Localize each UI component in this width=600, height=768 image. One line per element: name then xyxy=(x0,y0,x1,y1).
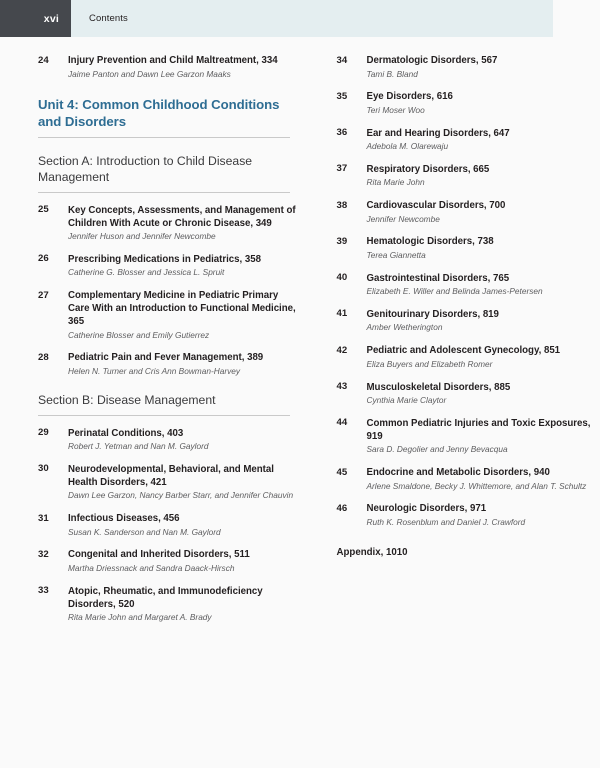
toc-entry[interactable] xyxy=(38,351,302,376)
entry-body xyxy=(68,204,302,242)
entry-authors: Amber Wetherington xyxy=(366,322,443,333)
entry-body xyxy=(367,502,600,527)
entry-chapter-number: 35 xyxy=(336,90,348,102)
entry-chapter-number: 26 xyxy=(38,253,49,265)
running-header xyxy=(0,0,553,37)
entry-body xyxy=(68,253,302,278)
toc-entry[interactable] xyxy=(337,344,600,369)
entry-body xyxy=(68,463,302,501)
entry-body xyxy=(367,417,600,455)
toc-entry[interactable] xyxy=(337,502,600,527)
toc-column-right xyxy=(337,54,600,623)
entry-chapter-number: 44 xyxy=(336,417,348,429)
entry-title-key-concepts-assessments-and-management-of-chi[interactable]: Key Concepts, Assessments, and Management of Children With Acute or Chronic Disease, 349 xyxy=(68,204,296,229)
entry-authors: Rita Marie John and Margaret A. Brady xyxy=(68,612,212,623)
entry-body xyxy=(367,163,600,188)
entry-body xyxy=(68,512,302,537)
entry-body xyxy=(367,344,600,369)
toc-entry[interactable] xyxy=(38,289,302,340)
entry-body xyxy=(68,289,302,340)
entry-authors: Susan K. Sanderson and Nan M. Gaylord xyxy=(68,526,221,537)
entry-title-pediatric-and-adolescent-gynecology-851[interactable]: Pediatric and Adolescent Gynecology, 851 xyxy=(366,345,561,357)
entry-body xyxy=(367,308,600,333)
entry-body xyxy=(367,272,600,297)
entry-title-prescribing-medications-in-pediatrics-358[interactable]: Prescribing Medications in Pediatrics, 358 xyxy=(68,253,261,265)
entry-authors: Jennifer Huson and Jennifer Newcombe xyxy=(68,231,216,242)
entry-title-ear-and-hearing-disorders-647[interactable]: Ear and Hearing Disorders, 647 xyxy=(366,127,510,139)
entry-authors: Adebola M. Olarewaju xyxy=(366,141,449,152)
entry-authors: Robert J. Yetman and Nan M. Gaylord xyxy=(68,441,209,452)
header-label: Contents xyxy=(89,13,128,24)
entry-title-gastrointestinal-disorders-765[interactable]: Gastrointestinal Disorders, 765 xyxy=(366,272,510,284)
entry-chapter-number: 31 xyxy=(38,512,49,524)
entry-authors: Martha Driessnack and Sandra Daack-Hirsch xyxy=(68,562,235,573)
entry-chapter-number: 38 xyxy=(336,199,348,211)
entry-body xyxy=(68,585,302,623)
toc-entry[interactable] xyxy=(337,272,600,297)
entry-title-musculoskeletal-disorders-885[interactable]: Musculoskeletal Disorders, 885 xyxy=(366,381,511,393)
entry-body xyxy=(68,427,302,452)
toc-entry[interactable] xyxy=(38,585,302,623)
toc-entry[interactable] xyxy=(337,163,600,188)
entry-authors: Ruth K. Rosenblum and Daniel J. Crawford xyxy=(366,516,526,527)
unit-heading-unit-4-common-childhood-conditions-and-disorde: Unit 4: Common Childhood Conditions and Disorders xyxy=(38,97,280,130)
entry-title-complementary-medicine-in-pediatric-primary-ca[interactable]: Complementary Medicine in Pediatric Primary Care With an Introduction to Functional Medicine, 365 xyxy=(68,290,296,328)
entry-title-respiratory-disorders-665[interactable]: Respiratory Disorders, 665 xyxy=(366,163,490,175)
entry-authors: Cynthia Marie Claytor xyxy=(366,395,447,406)
entry-authors: Helen N. Turner and Cris Ann Bowman-Harvey xyxy=(68,365,240,376)
toc-entry[interactable] xyxy=(337,466,600,491)
entry-title-endocrine-and-metabolic-disorders-940[interactable]: Endocrine and Metabolic Disorders, 940 xyxy=(366,467,550,479)
entry-title-common-pediatric-injuries-and-toxic-exposures-[interactable]: Common Pediatric Injuries and Toxic Exposures, 919 xyxy=(366,417,591,442)
entry-chapter-number: 34 xyxy=(336,54,348,66)
heading-divider xyxy=(38,192,290,193)
toc-entry[interactable] xyxy=(337,127,600,152)
toc-entry[interactable] xyxy=(337,199,600,224)
entry-title-injury-prevention-and-child-maltreatment-334[interactable]: Injury Prevention and Child Maltreatment, 334 xyxy=(68,55,278,66)
entry-title-eye-disorders-616[interactable]: Eye Disorders, 616 xyxy=(366,91,453,103)
toc-entry[interactable] xyxy=(38,54,302,79)
entry-title-atopic-rheumatic-and-immunodeficiency-disorder[interactable]: Atopic, Rheumatic, and Immunodeficiency Disorders, 520 xyxy=(68,585,263,610)
entry-authors: Eliza Buyers and Elizabeth Romer xyxy=(366,358,493,369)
entry-authors: Catherine G. Blosser and Jessica L. Spruit xyxy=(68,267,225,278)
entry-chapter-number: 24 xyxy=(38,54,49,66)
entry-title-infectious-diseases-456[interactable]: Infectious Diseases, 456 xyxy=(68,513,180,525)
entry-body xyxy=(68,54,302,79)
toc-entry[interactable] xyxy=(38,204,302,242)
entry-chapter-number: 41 xyxy=(336,308,348,320)
toc-column-left xyxy=(38,54,302,623)
entry-chapter-number: 43 xyxy=(336,381,348,393)
entry-title-neurodevelopmental-behavioral-and-mental-healt[interactable]: Neurodevelopmental, Behavioral, and Mental Health Disorders, 421 xyxy=(68,463,274,488)
entry-authors: Tami B. Bland xyxy=(366,68,418,79)
entry-authors: Rita Marie John xyxy=(366,177,425,188)
entry-chapter-number: 29 xyxy=(38,427,49,439)
entry-chapter-number: 40 xyxy=(336,272,348,284)
entry-title-genitourinary-disorders-819[interactable]: Genitourinary Disorders, 819 xyxy=(366,308,499,320)
entry-title-perinatal-conditions-403[interactable]: Perinatal Conditions, 403 xyxy=(68,427,184,439)
entry-body xyxy=(68,548,302,573)
page-folio: xvi xyxy=(0,0,71,37)
entry-title-dermatologic-disorders-567[interactable]: Dermatologic Disorders, 567 xyxy=(366,55,498,66)
entry-body xyxy=(367,54,600,79)
appendix-entry[interactable]: Appendix, 1010 xyxy=(336,546,408,558)
toc-entry[interactable] xyxy=(38,463,302,501)
entry-body xyxy=(367,235,600,260)
entry-chapter-number: 33 xyxy=(38,585,49,597)
entry-authors: Terea Giannetta xyxy=(366,249,426,260)
toc-entry[interactable] xyxy=(337,308,600,333)
toc-entry[interactable] xyxy=(337,417,600,455)
entry-body xyxy=(68,351,302,376)
entry-authors: Arlene Smaldone, Becky J. Whittemore, and Alan T. Schultz xyxy=(366,480,587,491)
entry-authors: Dawn Lee Garzon, Nancy Barber Starr, and Jennifer Chauvin xyxy=(68,490,294,501)
entry-body xyxy=(367,466,600,491)
entry-authors: Elizabeth E. Willer and Belinda James-Petersen xyxy=(366,286,543,297)
entry-body xyxy=(367,90,600,115)
heading-divider xyxy=(38,415,290,416)
entry-authors: Jaime Panton and Dawn Lee Garzon Maaks xyxy=(68,68,231,79)
entry-chapter-number: 42 xyxy=(336,344,348,356)
toc-entry[interactable] xyxy=(38,427,302,452)
entry-chapter-number: 32 xyxy=(38,548,49,560)
entry-chapter-number: 28 xyxy=(38,351,49,363)
section-heading-section-b-disease-management: Section B: Disease Management xyxy=(38,392,216,407)
entry-title-hematologic-disorders-738[interactable]: Hematologic Disorders, 738 xyxy=(366,236,494,248)
entry-chapter-number: 27 xyxy=(38,289,49,301)
entry-body xyxy=(367,127,600,152)
heading-divider xyxy=(38,137,290,138)
toc-entry[interactable] xyxy=(337,90,600,115)
section-heading-section-a-introduction-to-child-disease-manage: Section A: Introduction to Child Disease Management xyxy=(38,153,253,184)
toc-entry[interactable] xyxy=(337,54,600,79)
entry-title-cardiovascular-disorders-700[interactable]: Cardiovascular Disorders, 700 xyxy=(366,200,506,212)
entry-body xyxy=(367,199,600,224)
toc-entry[interactable] xyxy=(38,512,302,537)
entry-title-pediatric-pain-and-fever-management-389[interactable]: Pediatric Pain and Fever Management, 389 xyxy=(68,352,264,364)
toc-entry[interactable] xyxy=(38,253,302,278)
entry-chapter-number: 37 xyxy=(336,163,348,175)
entry-title-congenital-and-inherited-disorders-511[interactable]: Congenital and Inherited Disorders, 511 xyxy=(68,549,250,561)
entry-chapter-number: 25 xyxy=(38,204,49,216)
toc-entry[interactable] xyxy=(337,381,600,406)
entry-chapter-number: 45 xyxy=(336,466,348,478)
entry-title-neurologic-disorders-971[interactable]: Neurologic Disorders, 971 xyxy=(366,503,487,515)
entry-authors: Teri Moser Woo xyxy=(366,104,425,115)
toc-body xyxy=(0,37,600,623)
entry-authors: Jennifer Newcombe xyxy=(366,213,440,224)
toc-entry[interactable] xyxy=(38,548,302,573)
entry-body xyxy=(367,381,600,406)
entry-chapter-number: 30 xyxy=(38,463,49,475)
toc-entry[interactable] xyxy=(337,235,600,260)
entry-chapter-number: 46 xyxy=(336,502,348,514)
entry-chapter-number: 36 xyxy=(336,127,348,139)
entry-authors: Sara D. Degolier and Jenny Bevacqua xyxy=(366,444,508,455)
entry-authors: Catherine Blosser and Emily Gutierrez xyxy=(68,329,210,340)
entry-chapter-number: 39 xyxy=(336,235,348,247)
